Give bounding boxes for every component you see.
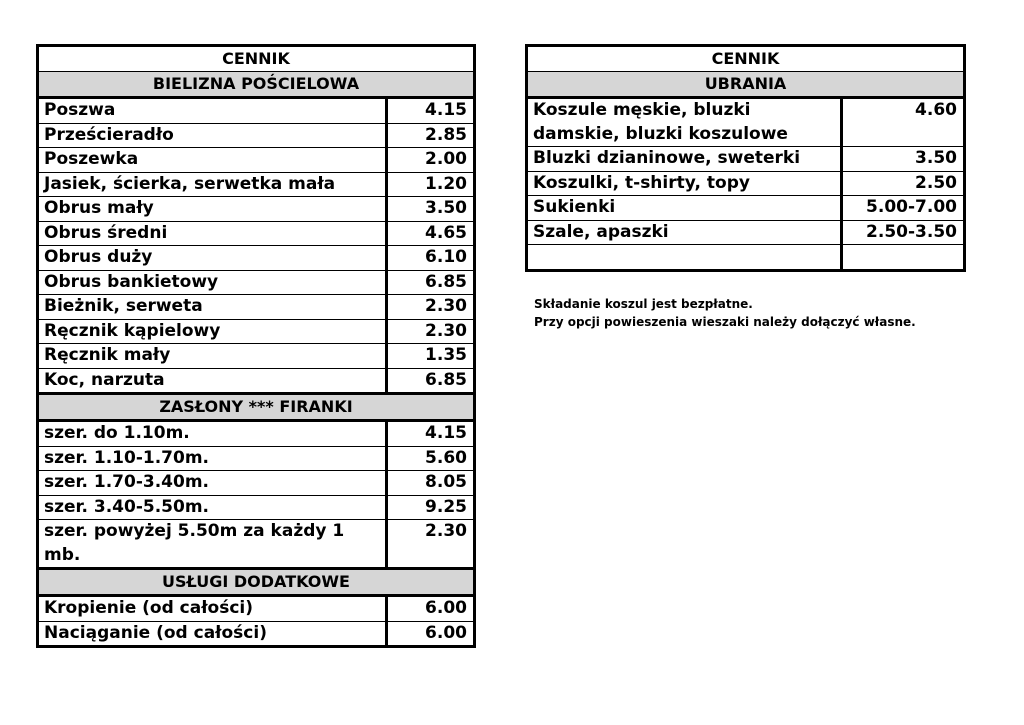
table-row	[528, 221, 963, 246]
item-price: 6.85	[425, 369, 467, 390]
item-price	[843, 245, 963, 269]
item-name: Obrus mały	[39, 197, 388, 221]
item-price: 2.85	[425, 124, 467, 145]
item-name: Obrus duży	[39, 246, 388, 270]
item-name: Prześcieradło	[39, 124, 388, 148]
table-row	[528, 147, 963, 172]
table-row	[39, 422, 473, 447]
table-row	[39, 173, 473, 198]
item-price: 2.30	[425, 521, 467, 541]
item-name: Poszwa	[39, 99, 388, 123]
table-row	[39, 344, 473, 369]
table-row	[39, 496, 473, 521]
item-name: Ręcznik mały	[39, 344, 388, 368]
item-name: szer. 1.70-3.40m.	[39, 471, 388, 495]
section-title-extra-services: USŁUGI DODATKOWE	[39, 570, 473, 597]
item-price: 1.35	[425, 345, 467, 365]
item-price: 9.25	[425, 496, 467, 517]
table-row	[39, 222, 473, 247]
item-name: Obrus bankietowy	[39, 271, 388, 295]
item-name: Szale, apaszki	[528, 221, 843, 245]
item-price: 2.00	[425, 149, 467, 169]
item-name: Bluzki dzianinowe, sweterki	[528, 147, 843, 171]
table-row	[39, 520, 473, 570]
item-name: Poszewka	[39, 148, 388, 172]
item-name: Obrus średni	[39, 222, 388, 246]
item-price: 2.30	[425, 320, 467, 341]
section-title-curtains: ZASŁONY *** FIRANKI	[39, 395, 473, 422]
table-row	[39, 447, 473, 472]
item-price: 5.60	[425, 447, 467, 468]
item-price: 2.50-3.50	[866, 221, 957, 242]
item-price: 3.50	[425, 198, 467, 218]
table-row	[39, 471, 473, 496]
item-price: 2.50	[915, 172, 957, 193]
price-list-clothing	[525, 44, 966, 272]
item-price: 8.05	[425, 472, 467, 492]
item-name: szer. 1.10-1.70m.	[39, 447, 388, 471]
item-name: Ręcznik kąpielowy	[39, 320, 388, 344]
section-title-clothing: UBRANIA	[528, 72, 963, 99]
item-name: szer. 3.40-5.50m.	[39, 496, 388, 520]
item-price: 6.85	[425, 271, 467, 292]
item-price: 4.60	[915, 100, 957, 120]
item-name: Bieżnik, serweta	[39, 295, 388, 319]
table-row	[39, 197, 473, 222]
table-row	[528, 172, 963, 197]
item-price: 6.00	[425, 598, 467, 618]
notes	[534, 295, 916, 331]
note-line: Składanie koszul jest bezpłatne.	[534, 297, 753, 311]
table-row	[39, 320, 473, 345]
table-row	[39, 99, 473, 124]
table-row	[39, 246, 473, 271]
item-price: 4.15	[425, 100, 467, 120]
table-row-empty	[528, 245, 963, 269]
table-row	[528, 99, 963, 147]
item-name: szer. powyżej 5.50m za każdy 1 mb.	[39, 520, 388, 567]
item-price: 1.20	[425, 173, 467, 194]
item-name: Koc, narzuta	[39, 369, 388, 393]
item-price: 3.50	[915, 148, 957, 168]
item-price: 6.10	[425, 247, 467, 267]
table-row	[39, 597, 473, 622]
item-name: Koszule męskie, bluzki damskie, bluzki koszulowe	[528, 99, 843, 146]
item-name: Sukienki	[528, 196, 843, 220]
item-name	[528, 245, 843, 269]
table-title: CENNIK	[39, 47, 473, 72]
item-name: Jasiek, ścierka, serwetka mała	[39, 173, 388, 197]
price-list-linens	[36, 44, 476, 648]
section-title-bed-linen: BIELIZNA POŚCIELOWA	[39, 72, 473, 99]
table-title: CENNIK	[528, 47, 963, 72]
table-row	[39, 148, 473, 173]
table-row	[39, 295, 473, 320]
item-name: Naciąganie (od całości)	[39, 622, 388, 646]
table-row	[528, 196, 963, 221]
item-name: Kropienie (od całości)	[39, 597, 388, 621]
table-row	[39, 271, 473, 296]
item-price: 2.30	[425, 296, 467, 316]
table-row	[39, 369, 473, 396]
item-price: 5.00-7.00	[866, 197, 957, 217]
table-row	[39, 124, 473, 149]
item-price: 6.00	[425, 622, 467, 643]
note-line: Przy opcji powieszenia wieszaki należy dołączyć własne.	[534, 315, 916, 329]
table-row	[39, 622, 473, 646]
item-price: 4.15	[425, 423, 467, 443]
item-name: szer. do 1.10m.	[39, 422, 388, 446]
item-price: 4.65	[425, 222, 467, 243]
item-name: Koszulki, t-shirty, topy	[528, 172, 843, 196]
